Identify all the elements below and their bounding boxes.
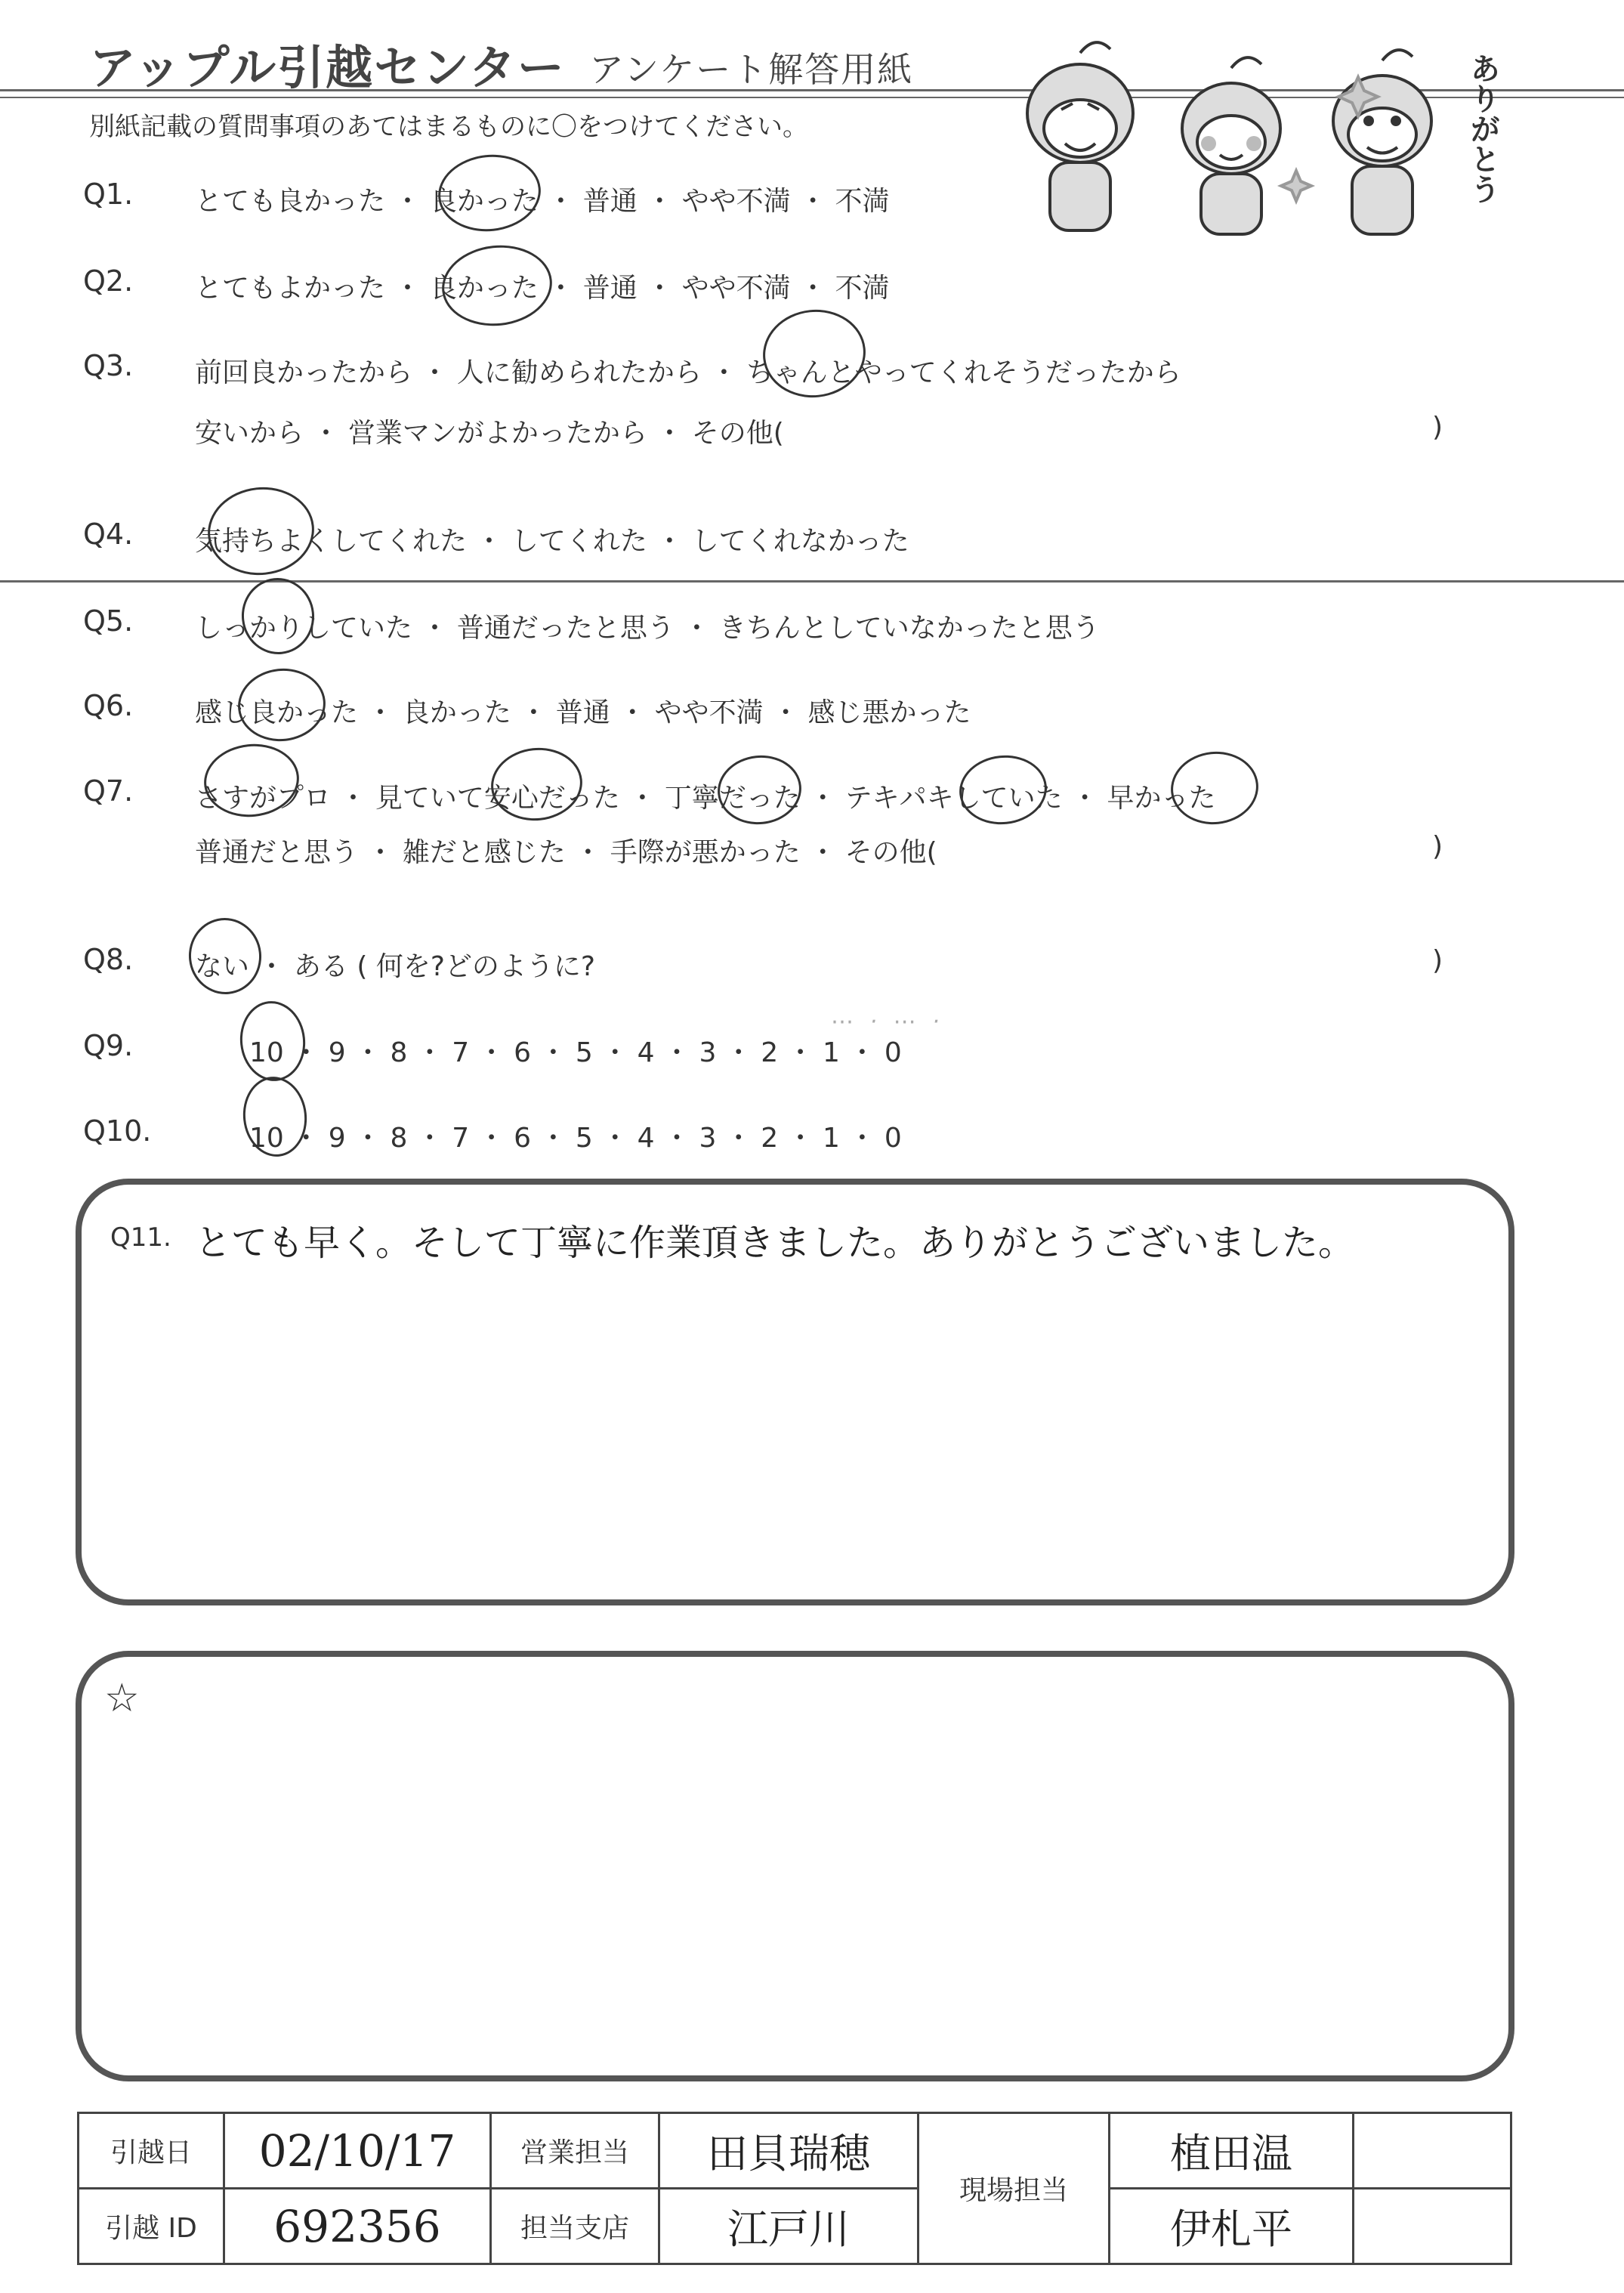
branch-value: 江戸川 [659,2189,919,2264]
star-comment-box[interactable] [76,1651,1514,2081]
form-subtitle: アンケート解答用紙 [589,49,914,90]
q6-label: Q6. [83,689,134,722]
field-staff-extra-2 [1354,2189,1511,2264]
mascot-monkeys-illustration [997,30,1488,249]
move-id-label: 引越 ID [79,2189,224,2264]
q1-options[interactable]: とても良かった ・ 良かった ・ 普通 ・ やや不満 ・ 不満 [195,186,890,217]
q11-answer-box[interactable] [76,1179,1514,1605]
field-staff-extra-1 [1354,2113,1511,2189]
q3-label: Q3. [83,349,134,382]
q11-label: Q11. [110,1222,171,1253]
field-staff-value-1: 植田温 [1110,2113,1354,2189]
sales-label: 営業担当 [491,2113,659,2189]
q2-label: Q2. [83,264,134,298]
move-date-label: 引越日 [79,2113,224,2189]
star-icon: ☆ [104,1676,140,1721]
q3-options[interactable]: 前回良かったから ・ 人に勧められたから ・ ちゃんとやってくれそうだったから [195,357,1181,388]
q5-label: Q5. [83,604,134,638]
monkey-2-icon [1182,57,1280,234]
move-date-value: 02/10/17 [224,2113,491,2189]
instruction-text: 別紙記載の質問事項のあてはまるものに〇をつけてください。 [89,112,808,142]
q1-label: Q1. [83,178,134,211]
q10-options[interactable]: 10 ・ 9 ・ 8 ・ 7 ・ 6 ・ 5 ・ 4 ・ 3 ・ 2 ・ 1 ・ 0 [249,1123,902,1154]
q11-handwritten-answer: とても早く。そして丁寧に作業頂きました。ありがとうございました。 [195,1222,1355,1264]
q7-close-paren: ) [1431,831,1443,862]
q2-options[interactable]: とてもよかった ・ 良かった ・ 普通 ・ やや不満 ・ 不満 [195,273,890,304]
q10-label: Q10. [83,1114,152,1148]
q8-label: Q8. [83,943,134,976]
monkey-1-icon [1027,42,1133,230]
monkey-3-icon [1333,50,1431,234]
field-staff-value-2: 伊札平 [1110,2189,1354,2264]
q3-options-line2[interactable]: 安いから ・ 営業マンがよかったから ・ その他( [195,418,784,449]
q4-label: Q4. [83,518,134,551]
q4-options[interactable]: 気持ちよくしてくれた ・ してくれた ・ してくれなかった [195,526,909,557]
q7-options[interactable]: さすがプロ ・ 見ていて安心だった ・ 丁寧だった ・ テキパキしていた ・ 早かった [195,783,1216,814]
q8-options[interactable]: ない ・ ある ( 何を?どのように? [195,951,596,982]
q6-options[interactable]: 感じ良かった ・ 良かった ・ 普通 ・ やや不満 ・ 感じ悪かった [195,697,971,728]
move-id-value: 692356 [224,2189,491,2264]
branch-label: 担当支店 [491,2189,659,2264]
field-staff-label: 現場担当 [919,2113,1110,2264]
q3-close-paren: ) [1431,412,1443,443]
sales-value: 田貝瑞穂 [659,2113,919,2189]
q9-label: Q9. [83,1029,134,1062]
sparkle-icon [1281,171,1311,201]
q5-options[interactable]: しっかりしていた ・ 普通だったと思う ・ きちんとしていなかったと思う [195,613,1100,644]
footer-info-table [77,2112,1512,2265]
mid-divider [0,580,1624,583]
q9-options[interactable]: 10 ・ 9 ・ 8 ・ 7 ・ 6 ・ 5 ・ 4 ・ 3 ・ 2 ・ 1 ・ 0 [249,1037,902,1068]
q7-options-line2[interactable]: 普通だと思う ・ 雑だと感じた ・ 手際が悪かった ・ その他( [195,837,937,868]
q9-bleed-through-marks: ⋯ · ⋯ · [831,1009,944,1035]
brand-title: アップル引越センター [89,40,566,95]
mascot-thanks-text: ありがとう [1465,53,1500,204]
q7-label: Q7. [83,774,134,808]
q8-close-paren: ) [1431,945,1443,976]
